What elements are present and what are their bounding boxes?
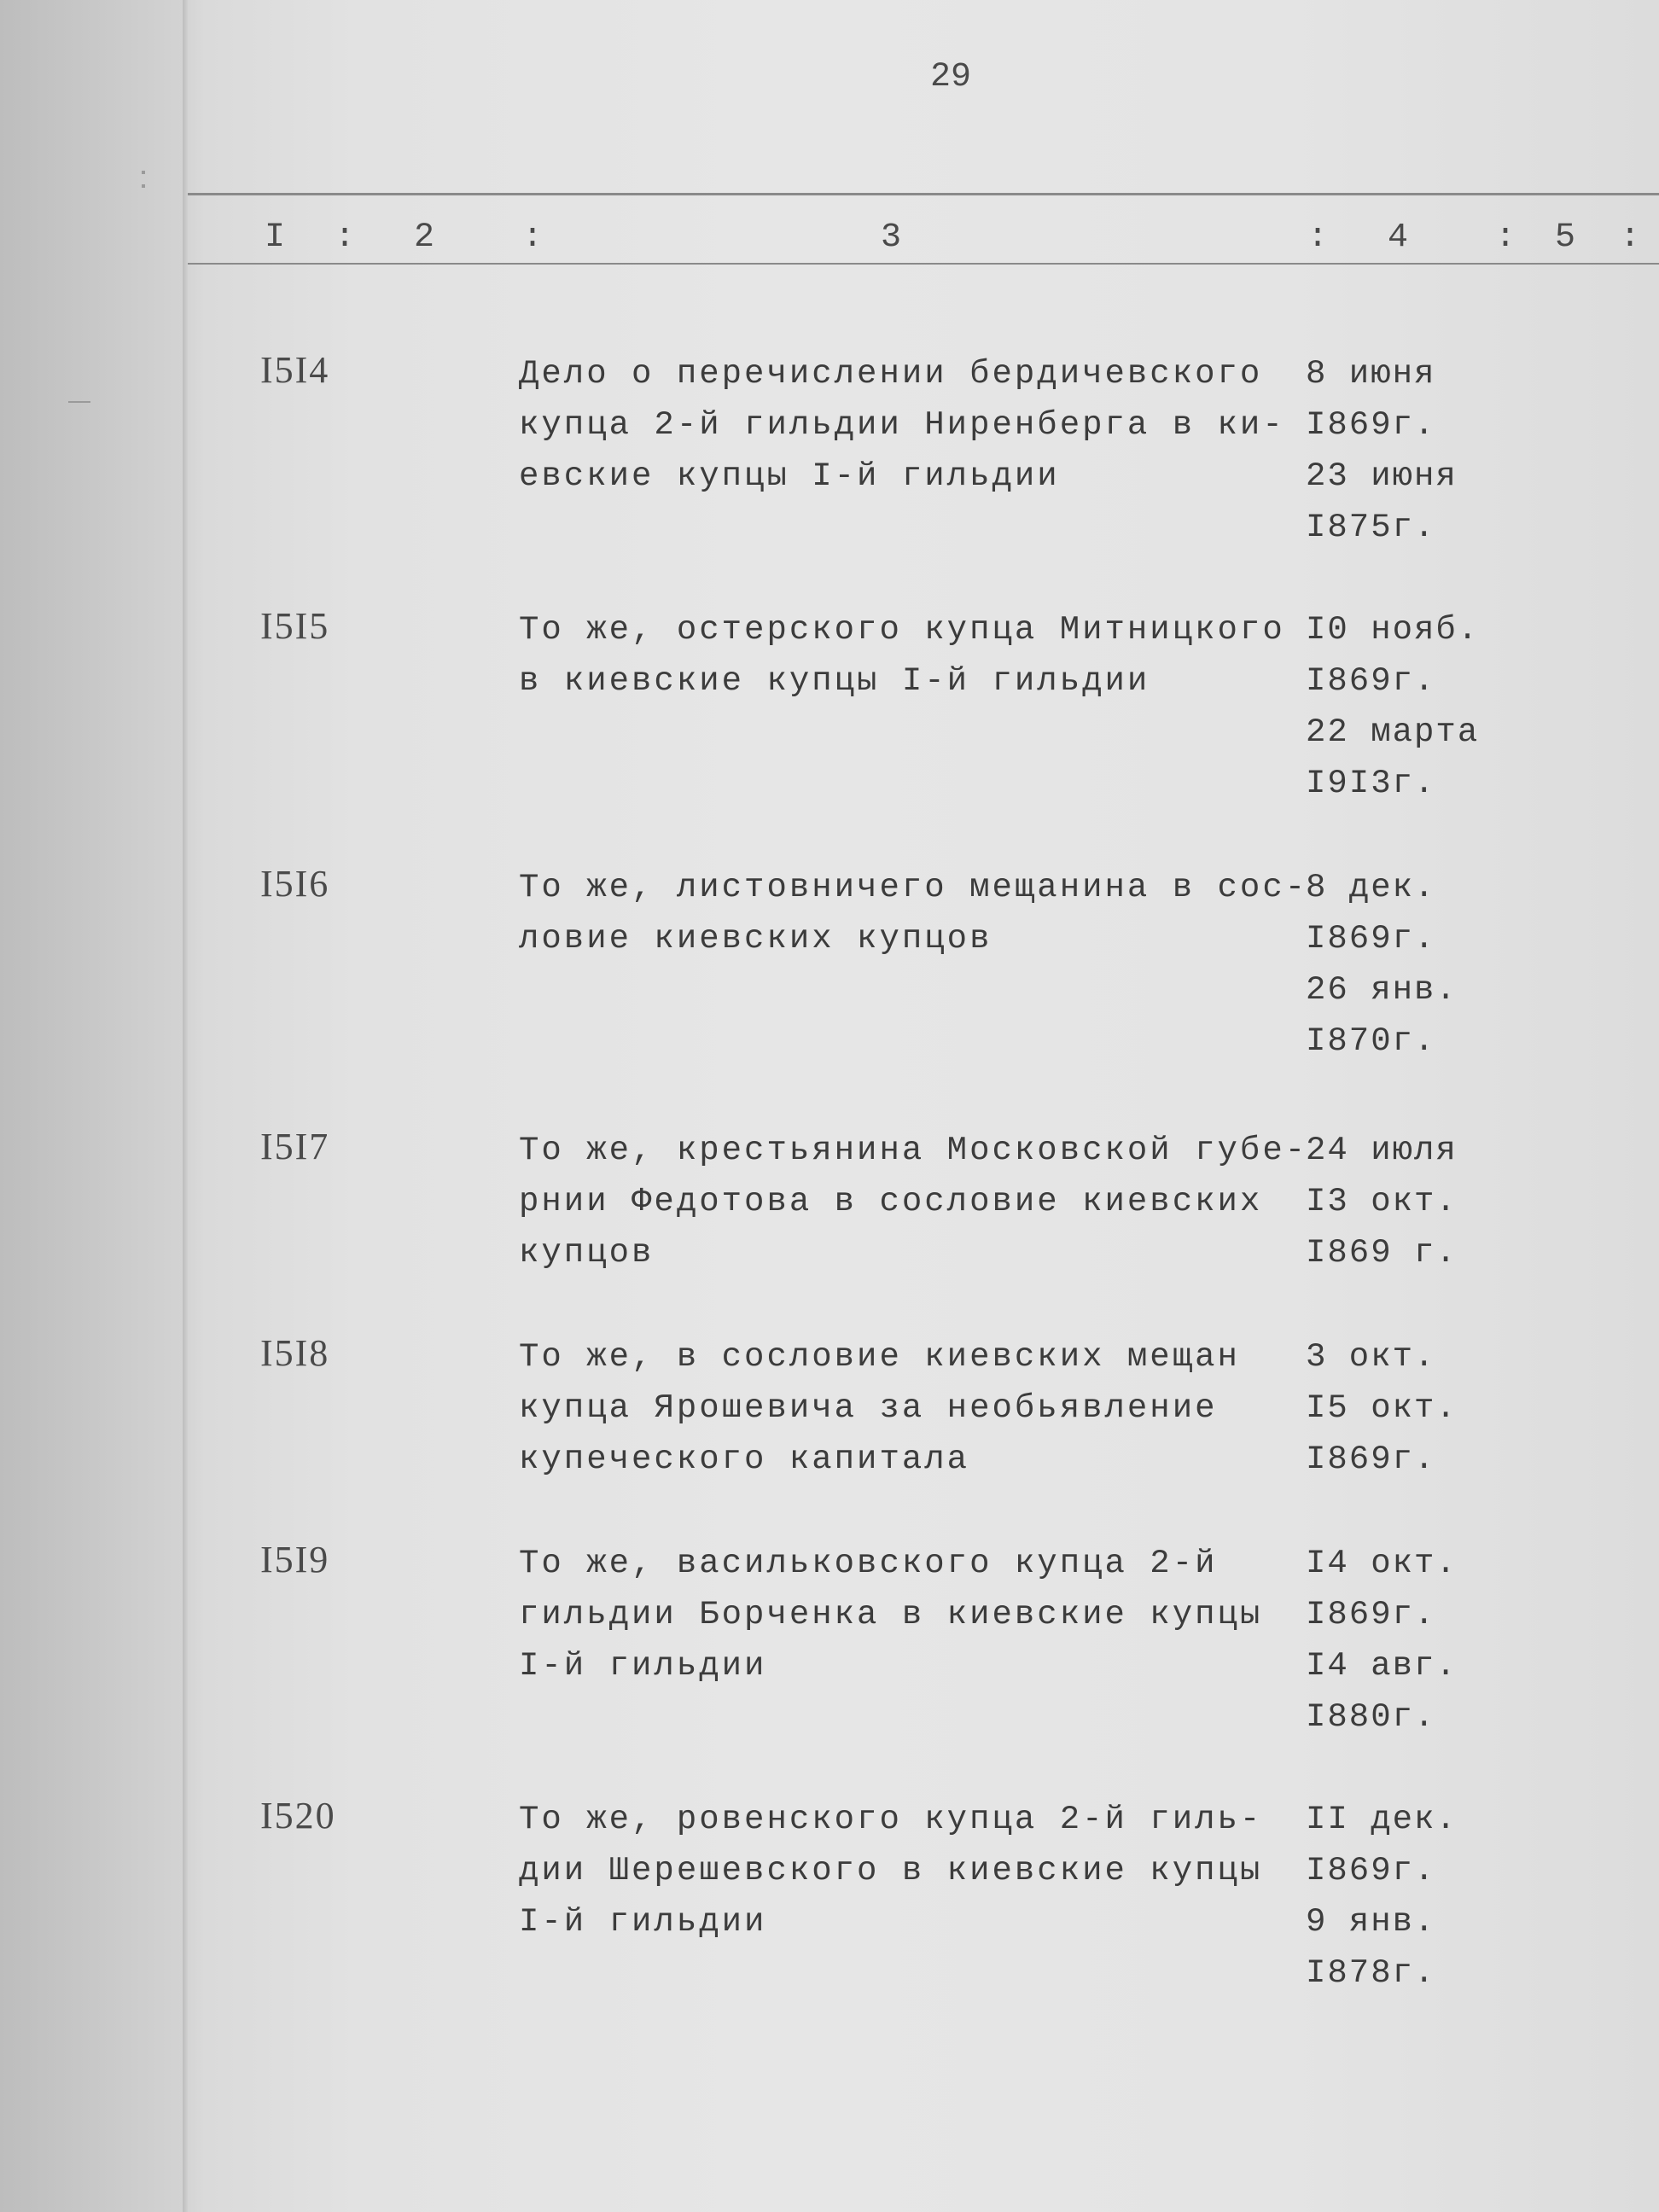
- record-description: [519, 862, 1308, 964]
- date-line: I9I3г.: [1306, 765, 1436, 802]
- date-line: I3 окт.: [1306, 1183, 1458, 1220]
- record-description: [519, 1331, 1270, 1485]
- description-line: купеческого капитала: [519, 1441, 970, 1478]
- description-line: I-й гильдии: [519, 1647, 767, 1685]
- date-line: I869г.: [1306, 1852, 1436, 1889]
- date-line: I4 авг.: [1306, 1647, 1458, 1685]
- column-separator: :: [1620, 218, 1641, 257]
- description-line: Дело о перечислении бердичевского: [519, 355, 1263, 393]
- description-line: дии Шерешевского в киевские купцы: [519, 1852, 1263, 1889]
- record-description: [519, 604, 1285, 707]
- record-description: [519, 1125, 1308, 1278]
- date-line: 24 июля: [1306, 1132, 1458, 1169]
- date-line: 23 июня: [1306, 457, 1458, 495]
- record-dates: [1306, 1794, 1647, 1999]
- record-number: I5I5: [260, 605, 330, 647]
- description-line: То же, ровенского купца 2-й гиль-: [519, 1801, 1263, 1838]
- column-header-2: 2: [414, 218, 435, 257]
- column-separator: :: [1307, 218, 1329, 257]
- date-line: I869 г.: [1306, 1234, 1458, 1272]
- date-line: I878г.: [1306, 1954, 1436, 1992]
- description-line: евские купцы I-й гильдии: [519, 457, 1060, 495]
- record-dates: [1306, 862, 1647, 1067]
- binding-shadow: [183, 0, 188, 2212]
- description-line: То же, листовничего мещанина в сос-: [519, 869, 1308, 906]
- header-rule-bottom: [188, 263, 1659, 265]
- header-rule-top: [188, 193, 1659, 195]
- record-dates: [1306, 1331, 1647, 1485]
- page-number: 29: [930, 58, 972, 96]
- date-line: 22 марта: [1306, 713, 1480, 751]
- record-description: [519, 1538, 1270, 1691]
- date-line: I869г.: [1306, 920, 1436, 958]
- date-line: 8 дек.: [1306, 869, 1436, 906]
- record-number: I520: [260, 1795, 336, 1837]
- margin-mark: [68, 401, 90, 403]
- description-line: гильдии Борченка в киевские купцы: [519, 1596, 1263, 1633]
- description-line: То же, васильковского купца 2-й: [519, 1545, 1218, 1582]
- description-line: ловие киевских купцов: [519, 920, 992, 958]
- record-dates: [1306, 1125, 1647, 1278]
- record-dates: [1306, 1538, 1647, 1743]
- record-dates: [1306, 348, 1647, 553]
- description-line: рнии Федотова в сословие киевских: [519, 1183, 1263, 1220]
- date-line: I880г.: [1306, 1698, 1436, 1736]
- description-line: То же, крестьянина Московской губе-: [519, 1132, 1308, 1169]
- date-line: I4 окт.: [1306, 1545, 1458, 1582]
- date-line: I5 окт.: [1306, 1389, 1458, 1427]
- date-line: I869г.: [1306, 1441, 1436, 1478]
- date-line: I0 нояб.: [1306, 611, 1480, 649]
- record-description: [519, 348, 1285, 502]
- date-line: I869г.: [1306, 662, 1436, 700]
- date-line: 3 окт.: [1306, 1338, 1436, 1376]
- description-line: купца 2-й гильдии Ниренберга в ки-: [519, 406, 1285, 444]
- date-line: II дек.: [1306, 1801, 1458, 1838]
- record-number: I5I4: [260, 349, 330, 391]
- description-line: То же, остерского купца Митницкого: [519, 611, 1285, 649]
- record-number: I5I9: [260, 1539, 330, 1580]
- column-header-3: 3: [881, 218, 902, 257]
- record-dates: [1306, 604, 1647, 809]
- column-header-5: 5: [1555, 218, 1576, 257]
- column-header-1: I: [265, 218, 286, 257]
- description-line: купца Ярошевича за необьявление: [519, 1389, 1218, 1427]
- date-line: 9 янв.: [1306, 1903, 1436, 1941]
- date-line: I875г.: [1306, 509, 1436, 546]
- date-line: I869г.: [1306, 406, 1436, 444]
- record-description: [519, 1794, 1270, 1947]
- margin-mark: [142, 171, 145, 174]
- description-line: I-й гильдии: [519, 1903, 767, 1941]
- record-number: I5I6: [260, 863, 330, 905]
- date-line: 26 янв.: [1306, 971, 1458, 1009]
- column-separator: :: [1495, 218, 1516, 257]
- column-header-4: 4: [1388, 218, 1409, 257]
- record-number: I5I7: [260, 1126, 330, 1167]
- column-separator: :: [335, 218, 356, 257]
- date-line: I870г.: [1306, 1022, 1436, 1060]
- record-number: I5I8: [260, 1332, 330, 1374]
- margin-mark: [142, 184, 145, 188]
- column-separator: :: [522, 218, 544, 257]
- description-line: купцов: [519, 1234, 655, 1272]
- description-line: То же, в сословие киевских мещан: [519, 1338, 1240, 1376]
- date-line: 8 июня: [1306, 355, 1436, 393]
- date-line: I869г.: [1306, 1596, 1436, 1633]
- description-line: в киевские купцы I-й гильдии: [519, 662, 1150, 700]
